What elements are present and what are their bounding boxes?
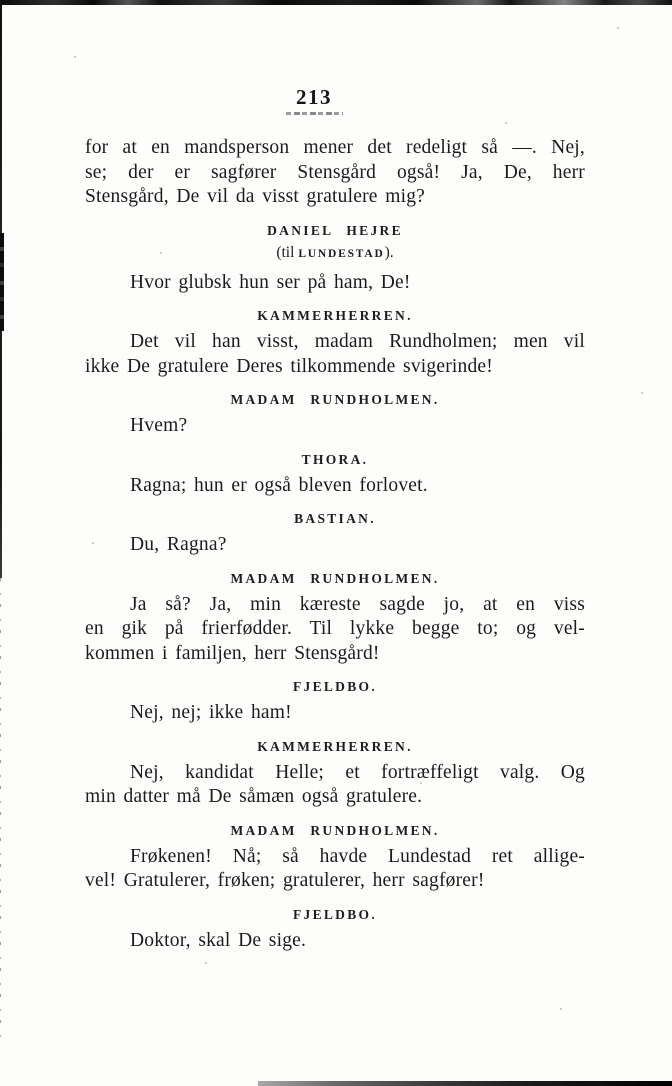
- dialogue: [85, 414, 585, 439]
- dialogue-line: Nej, nej; ikke ham!: [130, 702, 292, 723]
- dialogue: [85, 845, 585, 894]
- dialogue-line: Det vil han visst, madam Rundholmen; men vil: [130, 331, 585, 352]
- dust-speck: [74, 56, 76, 58]
- dialogue: [85, 761, 585, 810]
- dialogue-line: Frøkenen! Nå; så havde Lundestad ret allige-: [130, 845, 585, 867]
- speaker-name: FJELDBO.: [292, 906, 378, 922]
- speaker-name: MADAM RUNDHOLMEN.: [230, 392, 440, 407]
- dialogue: [85, 701, 585, 726]
- speaker-name: BASTIAN.: [294, 511, 376, 526]
- dust-speck: [205, 962, 207, 964]
- dialogue: [85, 330, 585, 379]
- character-ref: LUNDESTAD: [298, 247, 385, 260]
- dialogue: [85, 593, 585, 667]
- speaker-name: DANIEL HEJRE: [267, 222, 403, 238]
- prose-line: se; der er sagfører Stensgård også! Ja, De, herr: [85, 161, 585, 183]
- stage-direction: [85, 245, 585, 262]
- speaker-name: MADAM RUNDHOLMEN.: [230, 570, 440, 586]
- dialogue-line: Du, Ragna?: [130, 534, 227, 555]
- dialogue: [85, 533, 585, 558]
- dialogue-line: Doktor, skal De sige.: [130, 929, 307, 951]
- dialogue: [85, 271, 585, 296]
- dust-speck: [560, 1008, 562, 1010]
- scan-edge-left-blob: [0, 233, 4, 331]
- prose-line: Stensgård, De vil da visst gratulere mig?: [85, 186, 425, 207]
- dialogue-line: kommen i familjen, herr Stensgård!: [85, 642, 380, 664]
- dialogue-line: Hvem?: [130, 415, 188, 436]
- dialogue-line: Hvor glubsk hun ser på ham, De!: [130, 271, 411, 293]
- dialogue-line: min datter må De såmæn også gratulere.: [85, 786, 423, 807]
- dialogue-line: vel! Gratulerer, frøken; gratulerer, herr sagfører!: [85, 870, 485, 891]
- paragraph-continuation: [85, 136, 585, 210]
- scan-edge-left-dots: [0, 578, 1, 1046]
- speaker-name: KAMMERHERREN.: [257, 308, 413, 323]
- stage-direction-text: (til: [276, 243, 299, 261]
- dialogue-line: Ja så? Ja, min kæreste sagde jo, at en viss: [130, 593, 585, 615]
- dialogue: [85, 929, 585, 954]
- dialogue-line: Ragna; hun er også bleven forlovet.: [130, 474, 428, 496]
- page-header: [64, 86, 564, 115]
- dust-speck: [617, 27, 619, 29]
- page-number: 213: [296, 85, 332, 109]
- prose-line: for at en mandsperson mener det redeligt så —. Nej,: [85, 137, 585, 158]
- dialogue-line: Nej, kandidat Helle; et fortræffeligt valg. Og: [130, 761, 585, 783]
- speaker-name: THORA.: [301, 451, 369, 467]
- speaker-name: FJELDBO.: [292, 679, 378, 694]
- dialogue-line: ikke De gratulere Deres tilkommende svigerinde!: [85, 355, 493, 377]
- speaker-name: KAMMERHERREN.: [257, 738, 413, 754]
- scan-edge-top: [0, 0, 672, 5]
- dialogue: [85, 474, 585, 499]
- dust-speck: [641, 392, 643, 394]
- stage-direction-text: ).: [384, 243, 394, 261]
- dialogue-line: en gik på frierfødder. Til lykke begge to; og vel-: [85, 618, 585, 639]
- speaker-name: MADAM RUNDHOLMEN.: [230, 822, 440, 838]
- page-number-rule: [286, 112, 343, 115]
- text-column: [85, 136, 585, 953]
- dust-speck: [505, 122, 507, 124]
- scan-edge-bottom: [258, 1081, 672, 1086]
